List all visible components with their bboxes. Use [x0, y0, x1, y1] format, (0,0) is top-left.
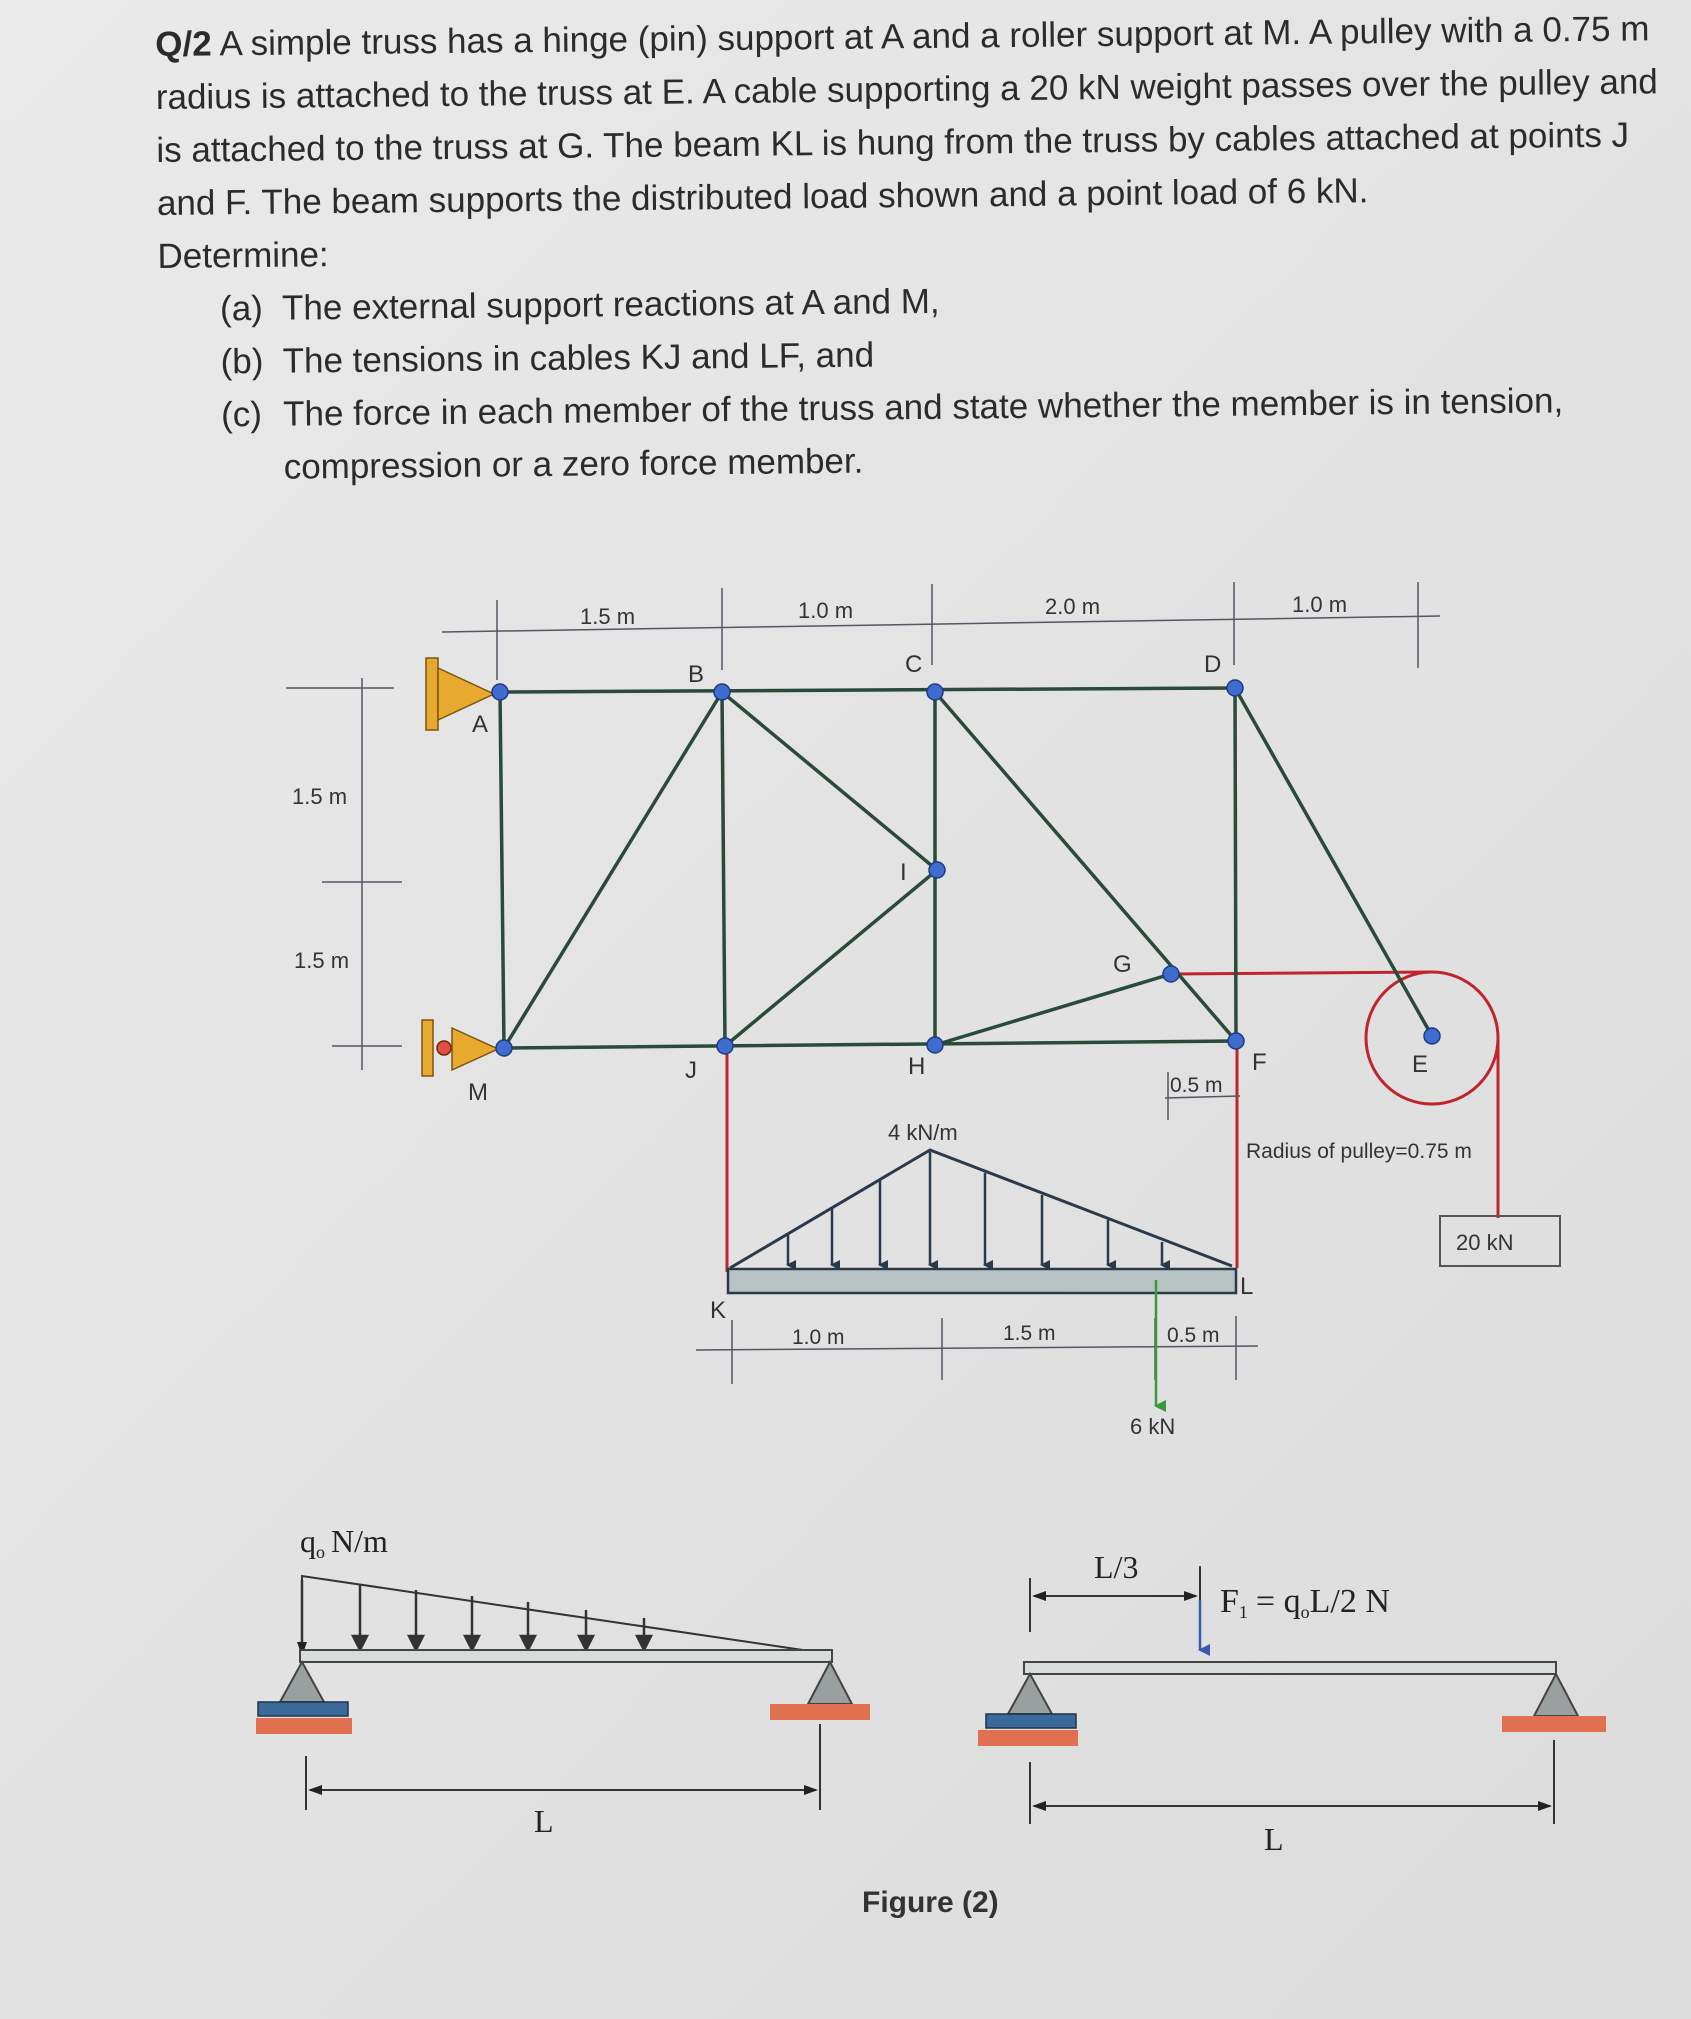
label-c: C	[905, 651, 923, 678]
node-d	[1227, 680, 1243, 696]
node-labels	[468, 651, 1428, 1324]
top-dimension-line	[442, 582, 1440, 680]
member-bi	[722, 692, 937, 870]
member-df	[1235, 688, 1236, 1041]
dim-beam-1: 1.0 m	[792, 1326, 845, 1349]
pulley-radius-label: Radius of pulley=0.75 m	[1246, 1140, 1472, 1163]
ref-right-force-sub2: o	[1300, 1602, 1310, 1622]
node-h	[927, 1037, 943, 1053]
dim-top-2: 1.0 m	[798, 598, 854, 623]
node-m	[496, 1040, 512, 1056]
point-load-label: 6 kN	[1130, 1414, 1176, 1439]
label-b: B	[688, 661, 705, 688]
part-text: The external support reactions at A and M,	[281, 281, 940, 328]
peak-load-label: 4 kN/m	[888, 1120, 958, 1145]
label-l: L	[1240, 1273, 1254, 1300]
dim-top-1: 1.5 m	[580, 604, 636, 629]
ref-left-load-unit: N/m	[331, 1523, 388, 1559]
node-j	[717, 1038, 733, 1054]
node-f	[1228, 1033, 1244, 1049]
part-text: The force in each member of the truss and state whether the member is in tension, compression or a zero force member.	[282, 381, 1564, 487]
label-m: M	[468, 1079, 488, 1106]
ref-right-offset: L/3	[1094, 1549, 1139, 1585]
part-text: The tensions in cables KJ and LF, and	[282, 335, 875, 381]
member-hg	[935, 974, 1171, 1045]
support-m	[422, 1020, 498, 1076]
truss-nodes	[492, 680, 1440, 1056]
ref-right-force	[1220, 1583, 1390, 1622]
cables	[727, 972, 1498, 1272]
ref-right-force-symbol: F	[1220, 1583, 1239, 1620]
ref-left-span: L	[534, 1803, 554, 1839]
reference-diagram-left	[256, 1523, 870, 1839]
ref-right-force-eq: = q	[1255, 1583, 1301, 1620]
beam-kl	[728, 1269, 1236, 1293]
ref-right-force-tail: L/2 N	[1309, 1583, 1390, 1620]
ref-left-load-symbol: q	[300, 1523, 316, 1559]
label-k: K	[710, 1297, 727, 1324]
label-i: I	[900, 859, 907, 886]
member-ad	[500, 688, 1235, 692]
node-e	[1424, 1028, 1440, 1044]
member-bj	[722, 692, 725, 1046]
label-g: G	[1113, 951, 1132, 978]
truss-members	[500, 688, 1432, 1048]
member-cf	[935, 692, 1236, 1041]
dim-left-2: 1.5 m	[294, 948, 350, 973]
dim-beam-2: 1.5 m	[1003, 1322, 1056, 1345]
dim-beam-3: 0.5 m	[1167, 1324, 1220, 1347]
member-de	[1235, 688, 1432, 1036]
node-g	[1163, 966, 1179, 982]
node-a	[492, 684, 508, 700]
node-b	[714, 684, 730, 700]
figure-caption: Figure (2)	[862, 1886, 999, 1919]
label-a: A	[472, 711, 489, 738]
left-dimension-line	[286, 678, 402, 1070]
part-label: (c)	[220, 394, 263, 435]
ref-left-load-sub: o	[316, 1542, 325, 1562]
node-c	[927, 684, 943, 700]
member-am	[500, 692, 504, 1048]
determine-heading: Determine:	[157, 235, 329, 276]
label-e: E	[1412, 1051, 1429, 1078]
distributed-load	[730, 1150, 1232, 1268]
weight-label: 20 kN	[1456, 1230, 1514, 1255]
label-f: F	[1252, 1049, 1267, 1076]
ref-right-span: L	[1264, 1821, 1284, 1857]
question-body: A simple truss has a hinge (pin) support at A and a roller support at M. A pulley with a 0.75 m radius is attached to the truss at E. A cable supporting a 20 kN weight passes over the pulley and is attached to the truss at G. The beam KL is hung from the truss by cables attached at points J and F. The beam supports the distributed load shown and a point load of 6 kN.	[155, 9, 1658, 223]
question-number: Q/2	[155, 24, 212, 64]
label-h: H	[908, 1053, 926, 1080]
dim-left-1: 1.5 m	[292, 784, 348, 809]
part-label: (b)	[220, 341, 264, 382]
dim-top-3: 2.0 m	[1045, 594, 1101, 619]
node-i	[929, 862, 945, 878]
reference-diagram-right	[978, 1549, 1606, 1857]
member-mj	[504, 1041, 1236, 1048]
dim-05-upper: 0.5 m	[1170, 1074, 1223, 1097]
label-d: D	[1204, 651, 1222, 678]
ref-left-load-label	[300, 1523, 388, 1562]
label-j: J	[685, 1057, 697, 1084]
member-bm	[504, 692, 722, 1048]
part-label: (a)	[219, 288, 264, 329]
member-ij	[725, 870, 937, 1046]
dim-top-4: 1.0 m	[1292, 592, 1348, 617]
cable-g-pulley	[1172, 972, 1432, 974]
ref-right-force-sub: 1	[1238, 1602, 1248, 1622]
